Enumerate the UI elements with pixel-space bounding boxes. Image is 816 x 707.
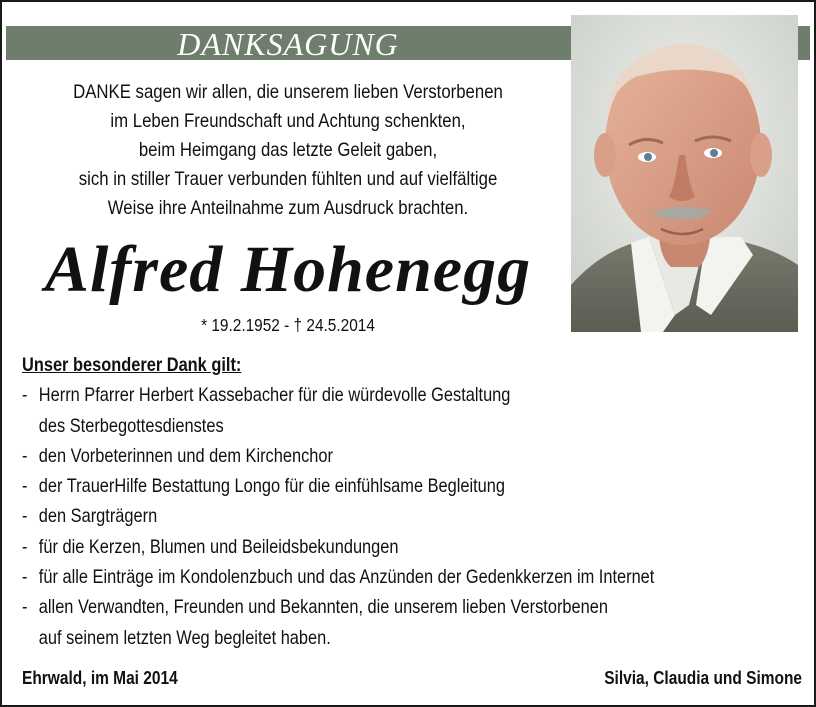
list-item-text: für die Kerzen, Blumen und Beileidsbekundungen bbox=[38, 535, 399, 558]
list-dash: - bbox=[22, 384, 28, 407]
portrait-photo bbox=[571, 15, 798, 332]
list-item-text: für alle Einträge im Kondolenzbuch und das Anzünden der Gedenkkerzen im Internet bbox=[38, 566, 655, 589]
place-date: Ehrwald, im Mai 2014 bbox=[22, 668, 178, 688]
thanks-section bbox=[22, 350, 778, 653]
list-dash: - bbox=[22, 475, 28, 498]
list-item-text: der TrauerHilfe Bestattung Longo für die einfühlsame Begleitung bbox=[38, 475, 506, 498]
list-item bbox=[22, 441, 778, 471]
list-item bbox=[22, 562, 778, 592]
list-item-continuation: auf seinem letzten Weg begleitet haben. bbox=[38, 626, 331, 649]
intro-line: Weise ihre Anteilnahme zum Ausdruck brachten. bbox=[107, 197, 469, 219]
list-item-text: allen Verwandten, Freunden und Bekannten, die unserem lieben Verstorbenen bbox=[38, 596, 608, 619]
list-item-continuation: des Sterbegottesdienstes bbox=[38, 414, 224, 437]
list-item bbox=[22, 380, 778, 441]
intro-text bbox=[51, 78, 526, 223]
intro-line: im Leben Freundschaft und Achtung schenkten, bbox=[110, 110, 466, 132]
intro-line: sich in stiller Trauer verbunden fühlten und auf vielfältige bbox=[78, 168, 498, 190]
intro-line: beim Heimgang das letzte Geleit gaben, bbox=[138, 139, 438, 161]
list-item bbox=[22, 592, 778, 653]
list-item bbox=[22, 471, 778, 501]
portrait-photo-icon bbox=[571, 15, 798, 332]
family-signature: Silvia, Claudia und Simone bbox=[604, 668, 802, 688]
thanks-heading: Unser besonderer Dank gilt: bbox=[22, 354, 242, 376]
deceased-name: Alfred Hohenegg bbox=[44, 233, 532, 306]
page-title: DANKSAGUNG bbox=[177, 26, 399, 62]
list-dash: - bbox=[22, 505, 28, 528]
life-dates: * 19.2.1952 - † 24.5.2014 bbox=[201, 315, 375, 335]
list-dash: - bbox=[22, 444, 28, 467]
list-dash: - bbox=[22, 535, 28, 558]
list-item bbox=[22, 532, 778, 562]
list-item-text: den Sargträgern bbox=[38, 505, 158, 528]
list-dash: - bbox=[22, 596, 28, 619]
list-item bbox=[22, 501, 778, 531]
intro-line: DANKE sagen wir allen, die unserem lieben Verstorbenen bbox=[73, 81, 503, 103]
list-item-text: den Vorbeterinnen und dem Kirchenchor bbox=[38, 444, 333, 467]
list-dash: - bbox=[22, 566, 28, 589]
list-item-text: Herrn Pfarrer Herbert Kassebacher für die würdevolle Gestaltung bbox=[38, 384, 511, 407]
